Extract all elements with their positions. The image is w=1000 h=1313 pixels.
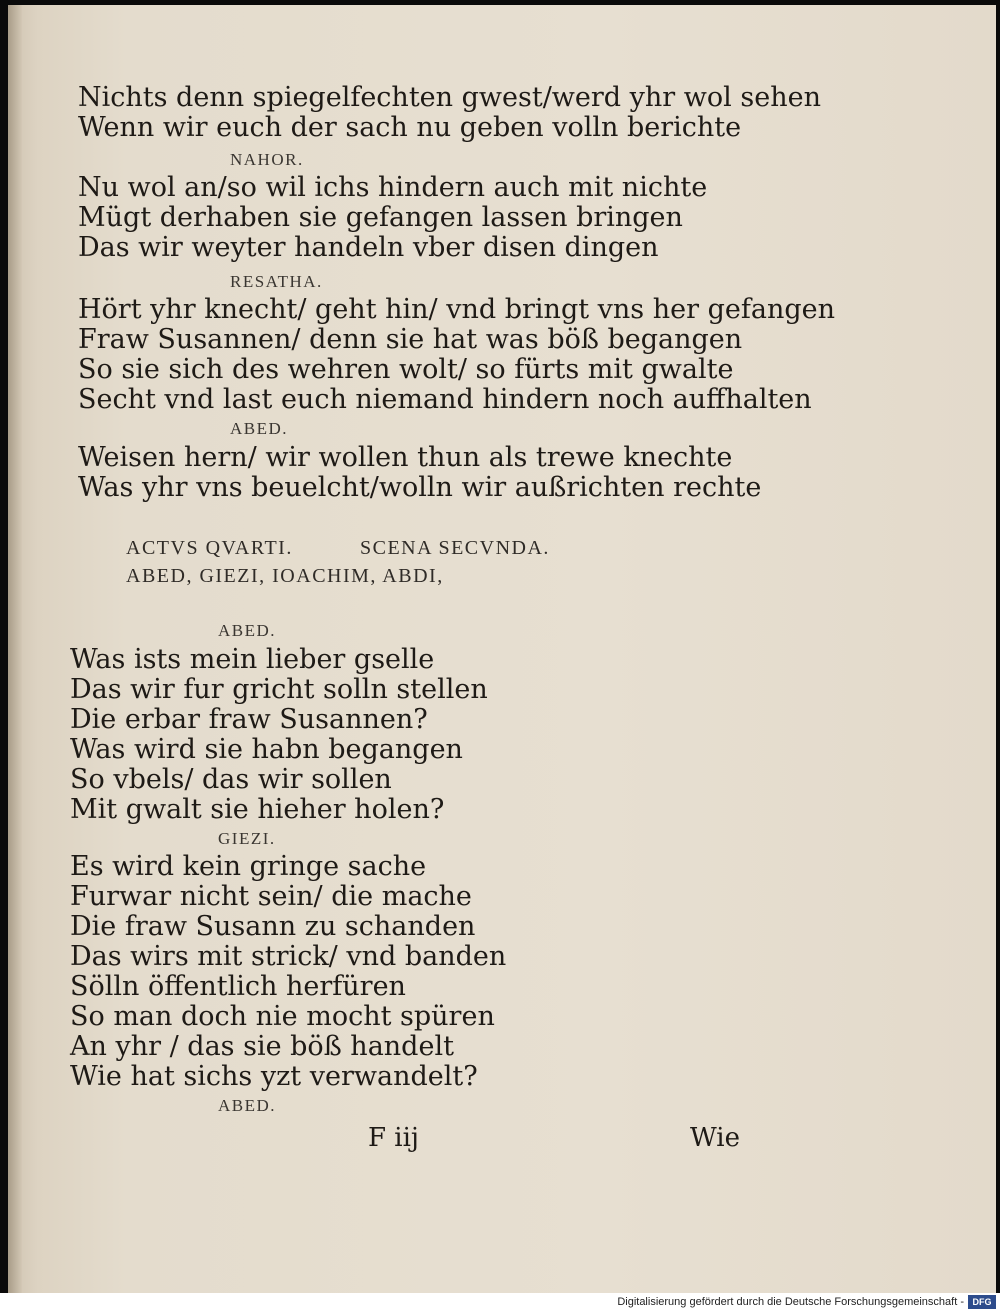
verse-line: Das wirs mit strick/ vnd banden	[70, 941, 507, 972]
verse-line: Sölln öffentlich herfüren	[70, 971, 406, 1002]
speaker-name: GIEZI.	[218, 829, 276, 848]
verse-line: Furwar nicht sein/ die mache	[70, 881, 472, 912]
verse-line: An yhr / das sie böß handelt	[70, 1031, 454, 1062]
verse-line: Das wir fur gricht solln stellen	[70, 674, 488, 705]
verse-line: Nu wol an/so wil ichs hindern auch mit nichte	[78, 172, 708, 203]
verse-line: Wenn wir euch der sach nu geben volln berichte	[78, 112, 742, 143]
verse-line: So man doch nie mocht spüren	[70, 1001, 495, 1032]
verse-line: Was wird sie habn begangen	[70, 734, 463, 765]
verse-line: Weisen hern/ wir wollen thun als trewe knechte	[78, 442, 733, 473]
signature-mark: F iij	[368, 1123, 419, 1153]
character-list: ABED, GIEZI, IOACHIM, ABDI,	[126, 565, 444, 587]
page-edge	[8, 5, 22, 1293]
verse-line: Hört yhr knecht/ geht hin/ vnd bringt vns her gefangen	[78, 294, 835, 325]
dfg-logo: DFG	[968, 1295, 996, 1309]
speaker-name: ABED.	[218, 621, 277, 640]
scene-heading: SCENA SECVNDA.	[360, 537, 550, 559]
verse-line: Secht vnd last euch niemand hindern noch auffhalten	[78, 384, 812, 415]
verse-line: Die fraw Susann zu schanden	[70, 911, 476, 942]
verse-line: Was yhr vns beuelcht/wolln wir außrichten rechte	[78, 472, 762, 503]
verse-line: Was ists mein lieber gselle	[70, 644, 435, 675]
verse-line: So vbels/ das wir sollen	[70, 764, 392, 795]
verse-line: Wie hat sichs yzt verwandelt?	[70, 1061, 478, 1092]
verse-line: Nichts denn spiegelfechten gwest/werd yhr wol sehen	[78, 82, 821, 113]
speaker-name: ABED.	[230, 419, 289, 438]
speaker-name: NAHOR.	[230, 150, 304, 169]
verse-line: Das wir weyter handeln vber disen dingen	[78, 232, 659, 263]
speaker-name: RESATHA.	[230, 272, 323, 291]
verse-line: Fraw Susannen/ denn sie hat was böß begangen	[78, 324, 743, 355]
catchword: Wie	[690, 1123, 740, 1153]
digitization-credit: Digitalisierung gefördert durch die Deutsche Forschungsgemeinschaft -	[617, 1296, 964, 1308]
verse-line: So sie sich des wehren wolt/ so fürts mit gwalte	[78, 354, 734, 385]
verse-line: Die erbar fraw Susannen?	[70, 704, 428, 735]
book-page	[8, 5, 996, 1293]
act-heading: ACTVS QVARTI.	[126, 537, 293, 559]
verse-line: Mügt derhaben sie gefangen lassen bringen	[78, 202, 683, 233]
verse-line: Es wird kein gringe sache	[70, 851, 427, 882]
verse-line: Mit gwalt sie hieher holen?	[70, 794, 445, 825]
speaker-name: ABED.	[218, 1096, 277, 1115]
